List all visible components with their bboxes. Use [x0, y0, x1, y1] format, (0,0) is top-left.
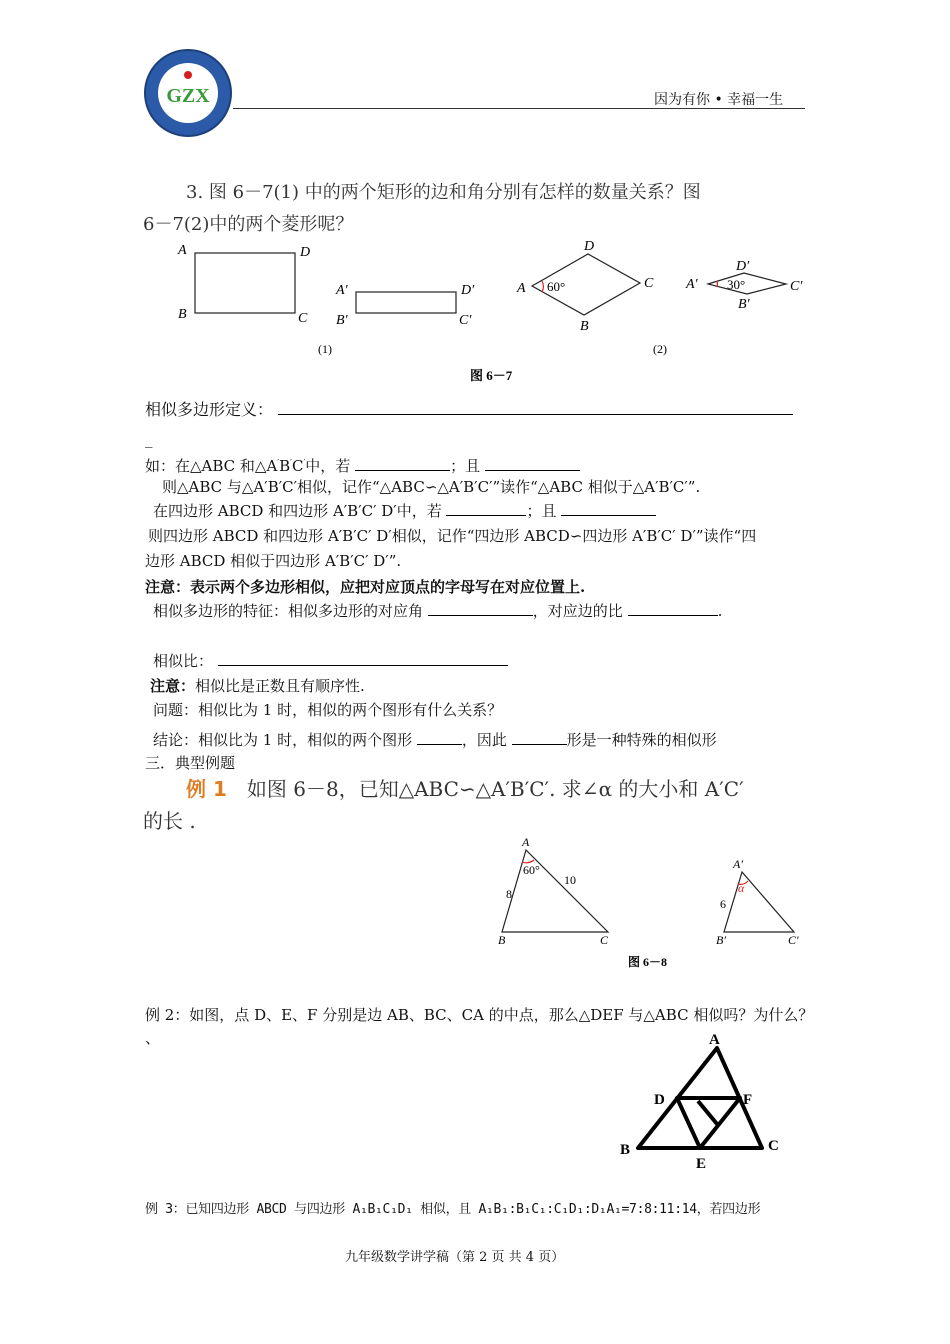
triangle-a-prime — [716, 857, 799, 947]
ex-line1-text-c: C — [291, 457, 304, 475]
label-E: E — [696, 1156, 707, 1172]
label-C-prime: C′ — [459, 313, 472, 328]
example-1-tag: 例 1 — [186, 777, 227, 801]
page-footer: 九年级数学讲学稿（第 2 页 共 4 页） — [345, 1250, 565, 1265]
note-1: 注意：表示两个多边形相似，应把对应顶点的字母写在对应位置上. — [145, 578, 586, 596]
blank-condition-1[interactable] — [355, 456, 450, 471]
header-rule — [233, 108, 805, 109]
example-line-2: 则△ABC 与△A′B′C′相似，记作“△ABC∽△A′B′C′”读作“△ABC 相似于△A′B′C′”. — [162, 478, 701, 496]
blank-conclusion-1[interactable] — [417, 730, 462, 745]
q3-line1: 3. 图 6－7(1) 中的两个矩形的边和角分别有怎样的数量关系？图 — [186, 182, 701, 203]
label-A-prime: A′ — [686, 277, 698, 292]
feature-text-b: ，对应边的比 — [532, 602, 623, 620]
blank-condition-3[interactable] — [446, 501, 526, 516]
example-1-text: 如图 6－8，已知△ABC∽△A′B′C′. 求∠α 的大小和 A′C′ — [246, 777, 744, 801]
label-F: F — [743, 1092, 753, 1108]
label-B: B — [580, 319, 589, 334]
label-B: B — [620, 1142, 631, 1158]
example-1 — [186, 774, 744, 804]
triangle-midpoints-figure — [612, 1028, 792, 1178]
subcaption-1: (1) — [318, 342, 332, 356]
triangle-abc — [498, 835, 609, 947]
label-D-prime: D′ — [461, 283, 475, 298]
feature-text-c: . — [717, 602, 723, 620]
example-2-text: 例 2：如图，点 D、E、F 分别是边 AB、BC、CA 的中点，那么△DEF 与△ABC 相似吗？为什么？ — [145, 1006, 814, 1024]
label-C: C — [600, 933, 609, 947]
figure-caption: 图 6－8 — [628, 955, 668, 969]
conclusion-text-a: 结论：相似比为 1 时，相似的两个图形 — [153, 731, 413, 749]
label-C: C — [644, 276, 654, 291]
blank-condition-2[interactable] — [485, 456, 580, 471]
label-B: B — [498, 933, 506, 947]
school-seal-icon — [143, 48, 233, 138]
example-1-line2: 的长 . — [143, 809, 196, 833]
figure-caption: 图 6－7 — [470, 368, 513, 383]
label-A-prime: A′ — [336, 283, 348, 298]
figure-6-7 — [170, 236, 820, 386]
side-ab: 8 — [506, 887, 512, 901]
label-B-prime: B′ — [716, 933, 726, 947]
label-B-prime: B′ — [336, 313, 348, 328]
definition-line — [145, 398, 807, 422]
label-D: D — [584, 239, 595, 254]
angle-30: 30° — [727, 277, 746, 292]
header-logo — [143, 48, 233, 138]
conclusion-text-b: ，因此 — [461, 731, 507, 749]
label-A: A — [178, 243, 187, 258]
label-A: A — [709, 1032, 720, 1048]
blank-condition-4[interactable] — [561, 501, 656, 516]
angle-60: 60° — [523, 863, 540, 877]
ex-line3-text-b: ；且 — [526, 502, 557, 520]
example-2-mark: 、 — [145, 1029, 161, 1047]
section-3-heading: 三．典型例题 — [145, 754, 236, 772]
ex-line1-text-a: 如：在△ABC 和△A — [145, 457, 278, 475]
label-C: C — [298, 311, 308, 326]
label-C-prime: C′ — [788, 933, 799, 947]
conclusion-line — [153, 729, 717, 751]
note-2-label: 注意： — [150, 677, 196, 695]
rhombus-30 — [685, 259, 803, 312]
rhombus-60 — [516, 239, 654, 334]
note-2-text: 相似比是正数且有顺序性. — [195, 677, 365, 695]
rectangle-small — [335, 283, 475, 328]
rectangle-large — [177, 243, 310, 326]
example-3-text: 例 3：已知四边形 ABCD 与四边形 A₁B₁C₁D₁ 相似，且 A₁B₁:B₁C₁:C₁D₁:D₁A₁=7:8:11:14，若四边形 — [145, 1202, 761, 1217]
question-line: 问题：相似比为 1 时，相似的两个图形有什么关系？ — [153, 701, 503, 719]
angle-60: 60° — [547, 279, 566, 294]
header-slogan: 因为有你 • 幸福一生 — [654, 92, 784, 108]
example-line-4: 则四边形 ABCD 和四边形 A′B′C′ D′相似，记作“四边形 ABCD∽四边形 A′B′C′ D′”读作“四 — [148, 527, 757, 545]
label-B-prime: B′ — [738, 297, 750, 312]
ratio-line — [153, 650, 508, 672]
label-C: C — [768, 1138, 779, 1154]
q3-line2: 6－7(2)中的两个菱形呢？ — [143, 214, 354, 235]
definition-blank[interactable] — [278, 400, 793, 415]
example-line-3 — [153, 500, 656, 522]
ex-line3-text-a: 在四边形 ABCD 和四边形 A′B′C′ D′中，若 — [153, 502, 442, 520]
ex-line1-text-e: ；且 — [450, 457, 481, 475]
feature-text-a: 相似多边形的特征：相似多边形的对应角 — [153, 602, 424, 620]
label-C-prime: C′ — [790, 279, 803, 294]
conclusion-text-c: 形是一种特殊的相似形 — [566, 731, 717, 749]
feature-line — [153, 600, 722, 622]
label-D-prime: D′ — [736, 259, 750, 274]
blank-ratio[interactable] — [218, 651, 508, 666]
label-B: B — [178, 307, 187, 322]
blank-corresponding-angles[interactable] — [428, 601, 533, 616]
ex-line1-text-b: B — [279, 457, 291, 475]
definition-label: 相似多边形定义： — [145, 400, 274, 419]
example-line-5: 边形 ABCD 相似于四边形 A′B′C′ D′”. — [145, 552, 402, 570]
definition-dash: _ — [145, 430, 153, 448]
side-ac: 10 — [564, 873, 576, 887]
ratio-label: 相似比： — [153, 652, 214, 670]
angle-alpha: α — [738, 881, 745, 895]
svg-text:GZX: GZX — [166, 85, 210, 107]
label-A: A — [522, 835, 530, 849]
side-a-b-prime: 6 — [720, 897, 726, 911]
label-A-prime: A′ — [733, 857, 743, 871]
subcaption-2: (2) — [653, 342, 667, 356]
label-D: D — [654, 1092, 665, 1108]
example-line-1: 如：在△ABC 和△A′B′C′中，若 ；且 — [145, 452, 580, 477]
figure-6-8 — [490, 832, 820, 977]
note-2 — [150, 675, 365, 697]
label-A: A — [517, 281, 526, 296]
ex-line1-text-d: 中，若 — [305, 457, 351, 475]
label-D: D — [300, 245, 311, 260]
blank-side-ratio[interactable] — [628, 601, 718, 616]
blank-conclusion-2[interactable] — [512, 730, 567, 745]
